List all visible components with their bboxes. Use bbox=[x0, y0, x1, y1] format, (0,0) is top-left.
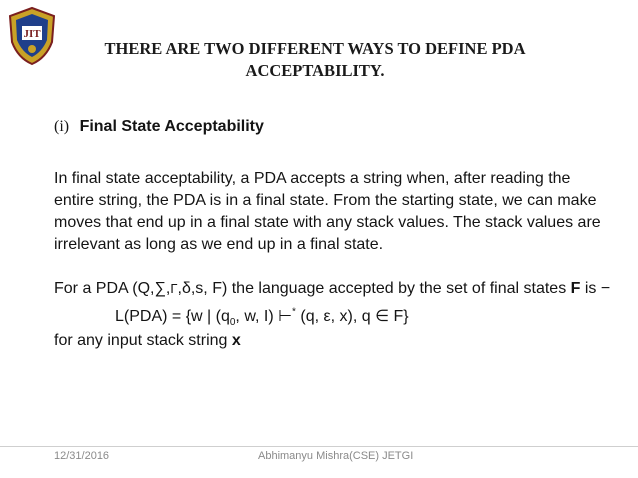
formula-left: L(PDA) = {w | (q bbox=[115, 308, 230, 325]
title-line-1: THERE ARE TWO DIFFERENT WAYS TO DEFINE PDA bbox=[104, 39, 526, 58]
formula-right: (q, ε, x), q ∈ F} bbox=[295, 308, 409, 325]
def-middle: ,δ,s, F) the language accepted by the set of final states bbox=[177, 280, 571, 297]
definition-line bbox=[54, 280, 610, 298]
section-title: Final State Acceptability bbox=[79, 118, 264, 135]
formula-line bbox=[115, 306, 409, 328]
footer-date: 12/31/2016 bbox=[54, 450, 110, 462]
closing-x: x bbox=[231, 332, 241, 349]
def-prefix: For a PDA (Q,∑, bbox=[54, 280, 171, 297]
formula-mid: , w, I) ⊢ bbox=[235, 308, 293, 325]
section-number: (i) bbox=[54, 118, 70, 135]
closing-prefix: for any input stack string bbox=[54, 332, 232, 349]
college-logo bbox=[6, 6, 58, 66]
logo-text: JIT bbox=[23, 28, 41, 40]
def-suffix: is − bbox=[580, 280, 611, 297]
def-final-states: F bbox=[570, 280, 581, 297]
footer-author: Abhimanyu Mishra(CSE) JETGI bbox=[258, 450, 414, 462]
definition-paragraph: In final state acceptability, a PDA accepts a string when, after reading the entire string, the PDA is in a final state. From the starting state, we can make moves that end up in a final state with any stack values. The stack values are irrelevant as long as we end up in a final state. bbox=[54, 170, 601, 253]
section-heading bbox=[54, 116, 614, 138]
formula-subscript: 0 bbox=[229, 317, 236, 329]
closing-line bbox=[54, 332, 241, 350]
formula-superscript: * bbox=[292, 306, 296, 318]
footer-divider bbox=[0, 446, 638, 447]
slide-title bbox=[70, 38, 560, 82]
title-line-2: ACCEPTABILITY. bbox=[245, 61, 385, 80]
def-gamma: Γ bbox=[170, 281, 178, 296]
